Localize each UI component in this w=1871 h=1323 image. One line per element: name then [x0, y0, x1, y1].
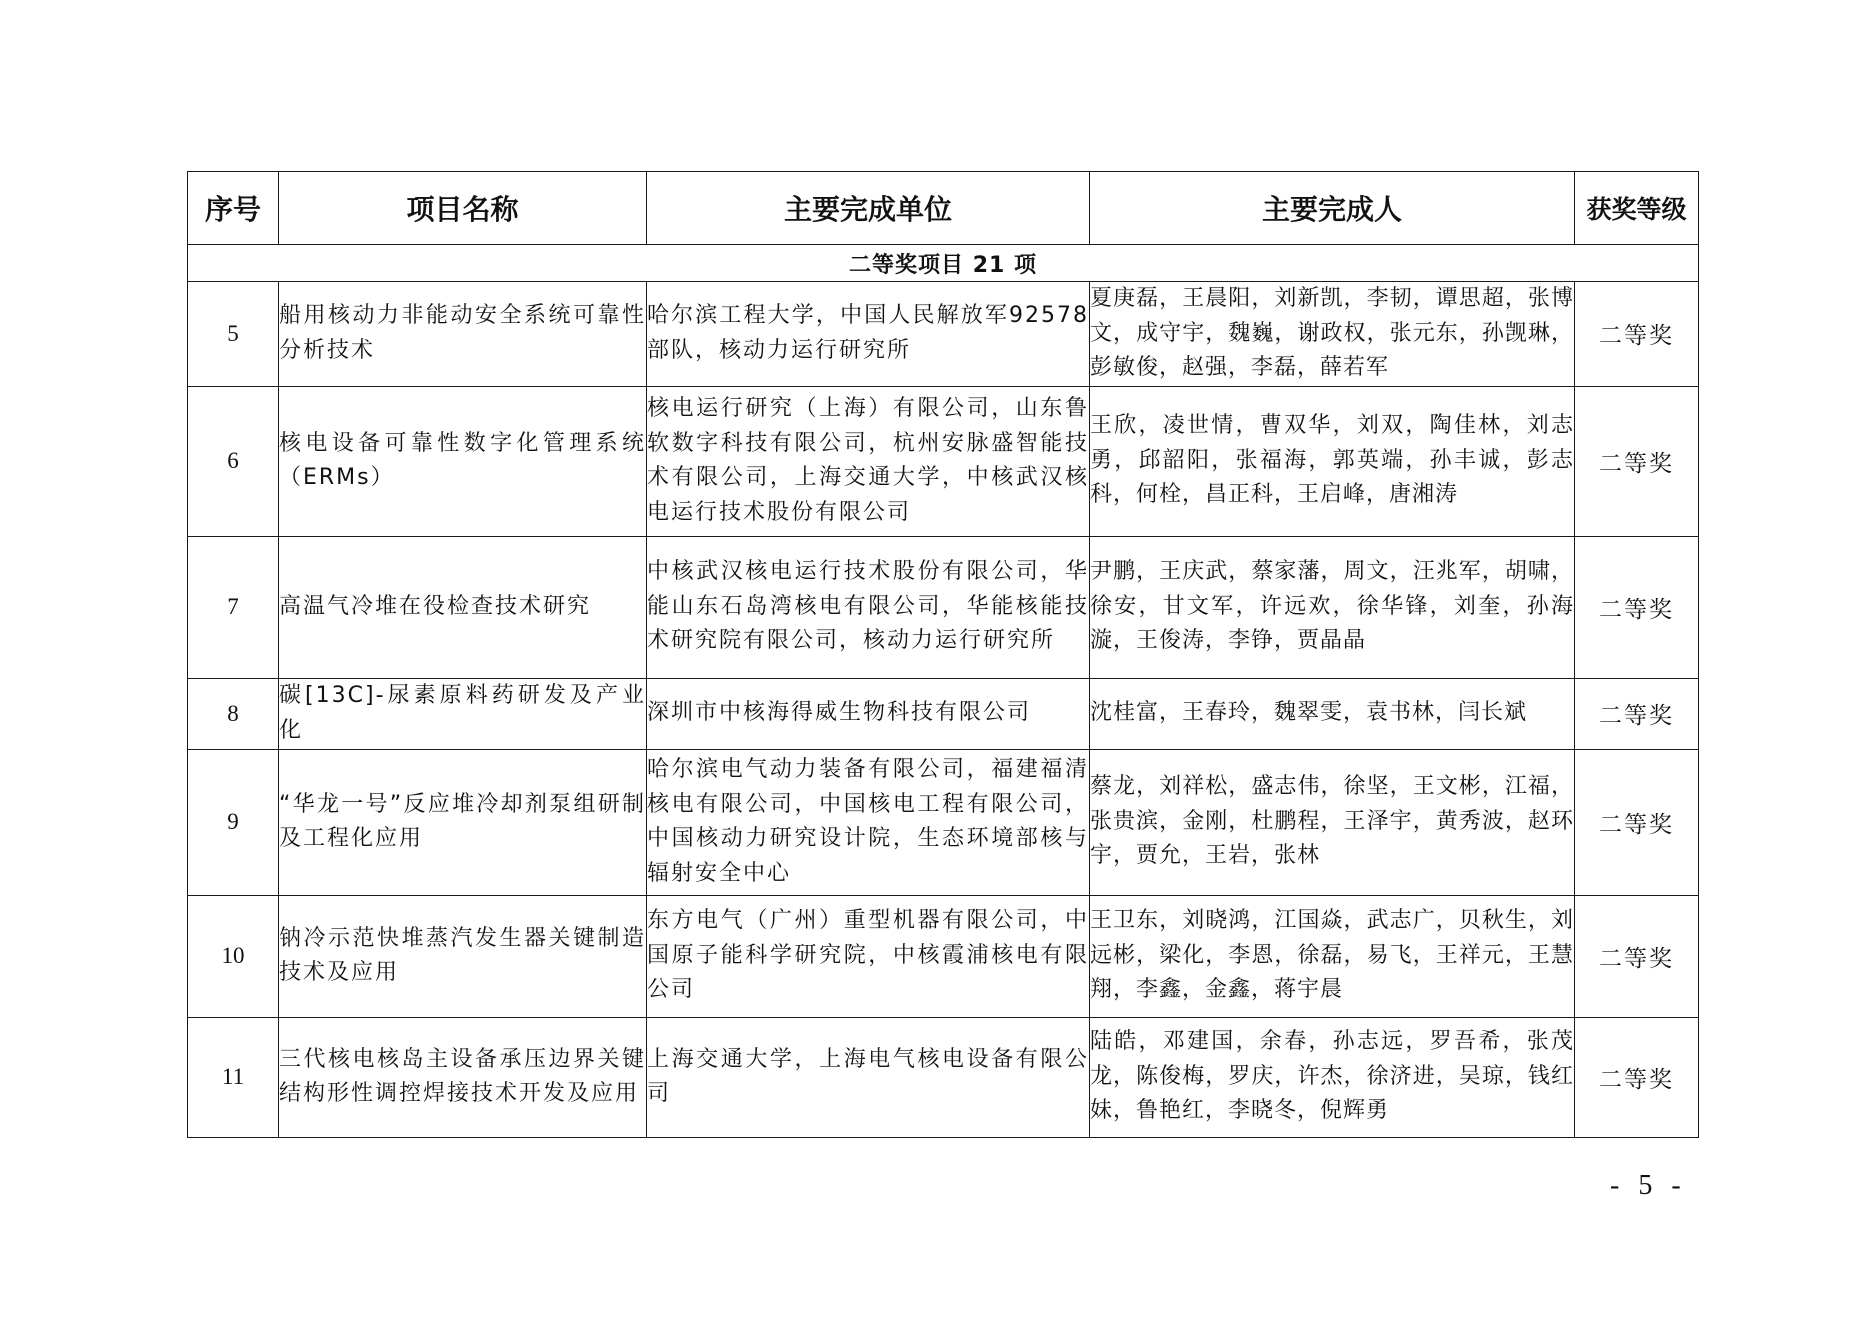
- row-people: 尹鹏，王庆武，蔡家藩，周文，汪兆军，胡啸，徐安，甘文军，许远欢，徐华锋，刘奎，孙海漩，王俊涛，李铮，贾晶晶: [1090, 536, 1575, 678]
- row-people: 王欣，凌世情，曹双华，刘双，陶佳林，刘志勇，邱韶阳，张福海，郭英端，孙丰诚，彭志科，何栓，昌正科，王启峰，唐湘涛: [1090, 386, 1575, 536]
- header-award-level: 获奖等级: [1575, 172, 1699, 245]
- row-award-level: 二等奖: [1575, 678, 1699, 749]
- table-header-row: [188, 172, 1699, 245]
- section-row: [188, 245, 1699, 282]
- row-units: 核电运行研究（上海）有限公司，山东鲁软数字科技有限公司，杭州安脉盛智能技术有限公司，上海交通大学，中核武汉核电运行技术股份有限公司: [647, 386, 1090, 536]
- row-people: 夏庚磊，王晨阳，刘新凯，李韧，谭思超，张博文，成守宇，魏巍，谢政权，张元东，孙觊琳，彭敏俊，赵强，李磊，薛若军: [1090, 282, 1575, 387]
- section-title: 二等奖项目 21 项: [188, 245, 1699, 282]
- row-award-level: 二等奖: [1575, 749, 1699, 895]
- header-project-name: 项目名称: [279, 172, 647, 245]
- row-units: 哈尔滨电气动力装备有限公司，福建福清核电有限公司，中国核电工程有限公司，中国核动力研究设计院，生态环境部核与辐射安全中心: [647, 749, 1090, 895]
- page-number: - 5 -: [1610, 1170, 1687, 1201]
- table-row: [188, 678, 1699, 749]
- header-seq: 序号: [188, 172, 279, 245]
- row-award-level: 二等奖: [1575, 536, 1699, 678]
- table-row: [188, 536, 1699, 678]
- row-people: 王卫东，刘晓鸿，江国焱，武志广，贝秋生，刘远彬，梁化，李恩，徐磊，易飞，王祥元，王慧翔，李鑫，金鑫，蒋宇晨: [1090, 895, 1575, 1017]
- row-seq: 10: [188, 895, 279, 1017]
- table-row: [188, 749, 1699, 895]
- row-project-name: 高温气冷堆在役检查技术研究: [279, 536, 647, 678]
- award-table: [187, 171, 1699, 1138]
- table-row: [188, 282, 1699, 387]
- row-seq: 7: [188, 536, 279, 678]
- row-people: 蔡龙，刘祥松，盛志伟，徐坚，王文彬，江福，张贵滨，金刚，杜鹏程，王泽宇，黄秀波，赵环宇，贾允，王岩，张林: [1090, 749, 1575, 895]
- row-units: 上海交通大学，上海电气核电设备有限公司: [647, 1017, 1090, 1137]
- header-units: 主要完成单位: [647, 172, 1090, 245]
- row-award-level: 二等奖: [1575, 386, 1699, 536]
- row-project-name: 钠冷示范快堆蒸汽发生器关键制造技术及应用: [279, 895, 647, 1017]
- row-project-name: “华龙一号”反应堆冷却剂泵组研制及工程化应用: [279, 749, 647, 895]
- table-row: [188, 895, 1699, 1017]
- row-project-name: 三代核电核岛主设备承压边界关键结构形性调控焊接技术开发及应用: [279, 1017, 647, 1137]
- row-people: 陆皓，邓建国，余春，孙志远，罗吾希，张茂龙，陈俊梅，罗庆，许杰，徐济进，吴琼，钱红妹，鲁艳红，李晓冬，倪辉勇: [1090, 1017, 1575, 1137]
- row-award-level: 二等奖: [1575, 1017, 1699, 1137]
- award-table-container: [187, 171, 1698, 1138]
- header-people: 主要完成人: [1090, 172, 1575, 245]
- row-seq: 6: [188, 386, 279, 536]
- row-units: 中核武汉核电运行技术股份有限公司，华能山东石岛湾核电有限公司，华能核能技术研究院有限公司，核动力运行研究所: [647, 536, 1090, 678]
- row-award-level: 二等奖: [1575, 895, 1699, 1017]
- row-units: 深圳市中核海得威生物科技有限公司: [647, 678, 1090, 749]
- table-row: [188, 386, 1699, 536]
- table-row: [188, 1017, 1699, 1137]
- row-project-name: 碳[13C]-尿素原料药研发及产业化: [279, 678, 647, 749]
- row-project-name: 核电设备可靠性数字化管理系统（ERMs）: [279, 386, 647, 536]
- row-units: 哈尔滨工程大学，中国人民解放军92578 部队，核动力运行研究所: [647, 282, 1090, 387]
- row-project-name: 船用核动力非能动安全系统可靠性分析技术: [279, 282, 647, 387]
- row-units: 东方电气（广州）重型机器有限公司，中国原子能科学研究院，中核霞浦核电有限公司: [647, 895, 1090, 1017]
- row-people: 沈桂富，王春玲，魏翠雯，袁书林，闫长斌: [1090, 678, 1575, 749]
- row-seq: 11: [188, 1017, 279, 1137]
- row-seq: 9: [188, 749, 279, 895]
- row-seq: 8: [188, 678, 279, 749]
- row-seq: 5: [188, 282, 279, 387]
- row-award-level: 二等奖: [1575, 282, 1699, 387]
